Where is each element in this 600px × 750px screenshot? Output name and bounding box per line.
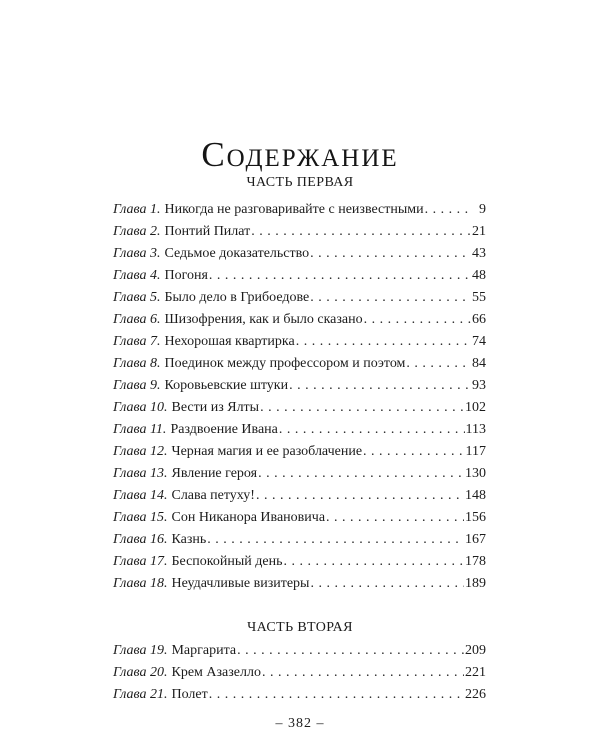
dot-leader xyxy=(363,441,464,463)
chapter-number: Глава 18. xyxy=(113,576,168,591)
dot-leader xyxy=(262,662,464,684)
toc-list-part-one xyxy=(113,199,486,595)
chapter-page: 93 xyxy=(472,378,486,393)
chapter-page: 221 xyxy=(465,665,486,680)
toc-entry xyxy=(113,243,486,265)
chapter-page: 167 xyxy=(465,532,486,547)
part-two-heading: ЧАСТЬ ВТОРАЯ xyxy=(247,620,353,635)
chapter-page: 48 xyxy=(472,268,486,283)
chapter-title: Понтий Пилат xyxy=(164,224,251,239)
chapter-page: 178 xyxy=(465,554,486,569)
dot-leader xyxy=(251,221,471,243)
chapter-number: Глава 7. xyxy=(113,334,161,349)
toc-entry xyxy=(113,662,486,684)
toc-entry xyxy=(113,463,486,485)
toc-entry xyxy=(113,551,486,573)
chapter-number: Глава 6. xyxy=(113,312,161,327)
chapter-page: 156 xyxy=(465,510,486,525)
chapter-number: Глава 5. xyxy=(113,290,161,305)
chapter-title: Коровьевские штуки xyxy=(164,378,289,393)
chapter-number: Глава 21. xyxy=(113,687,168,702)
chapter-page: 84 xyxy=(472,356,486,371)
dot-leader xyxy=(406,353,471,375)
dot-leader xyxy=(310,243,471,265)
toc-entry xyxy=(113,507,486,529)
dot-leader xyxy=(279,419,465,441)
chapter-page: 66 xyxy=(472,312,486,327)
toc-entry xyxy=(113,375,486,397)
chapter-number: Глава 9. xyxy=(113,378,161,393)
chapter-title: Полет xyxy=(171,687,208,702)
chapter-page: 130 xyxy=(465,466,486,481)
toc-entry xyxy=(113,353,486,375)
chapter-number: Глава 11. xyxy=(113,422,167,437)
chapter-title: Слава петуху! xyxy=(171,488,255,503)
chapter-title: Погоня xyxy=(164,268,208,283)
page-title: Содержание xyxy=(201,135,399,175)
chapter-page: 21 xyxy=(472,224,486,239)
chapter-title: Седьмое доказательство xyxy=(164,246,310,261)
chapter-title: Нехорошая квартирка xyxy=(164,334,295,349)
chapter-page: 43 xyxy=(472,246,486,261)
dot-leader xyxy=(207,529,464,551)
chapter-page: 102 xyxy=(465,400,486,415)
dot-leader xyxy=(310,287,471,309)
dot-leader xyxy=(260,397,464,419)
chapter-number: Глава 1. xyxy=(113,202,161,217)
chapter-page: 148 xyxy=(465,488,486,503)
chapter-page: 226 xyxy=(465,687,486,702)
chapter-number: Глава 14. xyxy=(113,488,168,503)
chapter-title: Вести из Ялты xyxy=(171,400,260,415)
chapter-number: Глава 16. xyxy=(113,532,168,547)
dot-leader xyxy=(258,463,464,485)
dot-leader xyxy=(289,375,471,397)
chapter-title: Беспокойный день xyxy=(171,554,283,569)
toc-entry xyxy=(113,640,486,662)
toc-entry xyxy=(113,265,486,287)
toc-list-part-two xyxy=(113,640,486,706)
toc-entry xyxy=(113,221,486,243)
chapter-page: 113 xyxy=(465,422,486,437)
chapter-page: 209 xyxy=(465,643,486,658)
dot-leader xyxy=(310,573,464,595)
chapter-title: Неудачливые визитеры xyxy=(171,576,310,591)
chapter-title: Крем Азазелло xyxy=(171,665,261,680)
chapter-title: Сон Никанора Ивановича xyxy=(171,510,326,525)
chapter-page: 189 xyxy=(465,576,486,591)
chapter-page: 55 xyxy=(472,290,486,305)
chapter-title: Поединок между профессором и поэтом xyxy=(164,356,406,371)
toc-entry xyxy=(113,419,486,441)
chapter-number: Глава 12. xyxy=(113,444,168,459)
part-one-heading: ЧАСТЬ ПЕРВАЯ xyxy=(246,175,354,190)
toc-entry xyxy=(113,441,486,463)
chapter-title: Никогда не разговаривайте с неизвестными xyxy=(164,202,424,217)
dot-leader xyxy=(209,684,464,706)
page-number: – 382 – xyxy=(275,716,325,731)
chapter-number: Глава 19. xyxy=(113,643,168,658)
chapter-number: Глава 8. xyxy=(113,356,161,371)
dot-leader xyxy=(296,331,471,353)
dot-leader xyxy=(364,309,471,331)
chapter-page: 9 xyxy=(479,202,486,217)
toc-entry xyxy=(113,331,486,353)
toc-entry xyxy=(113,199,486,221)
chapter-number: Глава 15. xyxy=(113,510,168,525)
chapter-number: Глава 10. xyxy=(113,400,168,415)
chapter-title: Черная магия и ее разоблачение xyxy=(171,444,363,459)
chapter-page: 74 xyxy=(472,334,486,349)
dot-leader xyxy=(209,265,471,287)
chapter-title: Было дело в Грибоедове xyxy=(164,290,310,305)
chapter-page: 117 xyxy=(465,444,486,459)
dot-leader xyxy=(425,199,471,221)
toc-entry xyxy=(113,684,486,706)
dot-leader xyxy=(237,640,464,662)
toc-entry xyxy=(113,573,486,595)
chapter-title: Раздвоение Ивана xyxy=(170,422,278,437)
toc-entry xyxy=(113,485,486,507)
chapter-title: Казнь xyxy=(171,532,207,547)
toc-entry xyxy=(113,309,486,331)
toc-entry xyxy=(113,287,486,309)
toc-entry xyxy=(113,529,486,551)
dot-leader xyxy=(256,485,464,507)
chapter-number: Глава 4. xyxy=(113,268,161,283)
chapter-number: Глава 20. xyxy=(113,665,168,680)
toc-entry xyxy=(113,397,486,419)
chapter-number: Глава 3. xyxy=(113,246,161,261)
chapter-title: Шизофрения, как и было сказано xyxy=(164,312,363,327)
chapter-number: Глава 13. xyxy=(113,466,168,481)
dot-leader xyxy=(283,551,464,573)
dot-leader xyxy=(326,507,464,529)
chapter-number: Глава 2. xyxy=(113,224,161,239)
chapter-title: Явление героя xyxy=(171,466,258,481)
chapter-number: Глава 17. xyxy=(113,554,168,569)
chapter-title: Маргарита xyxy=(171,643,237,658)
